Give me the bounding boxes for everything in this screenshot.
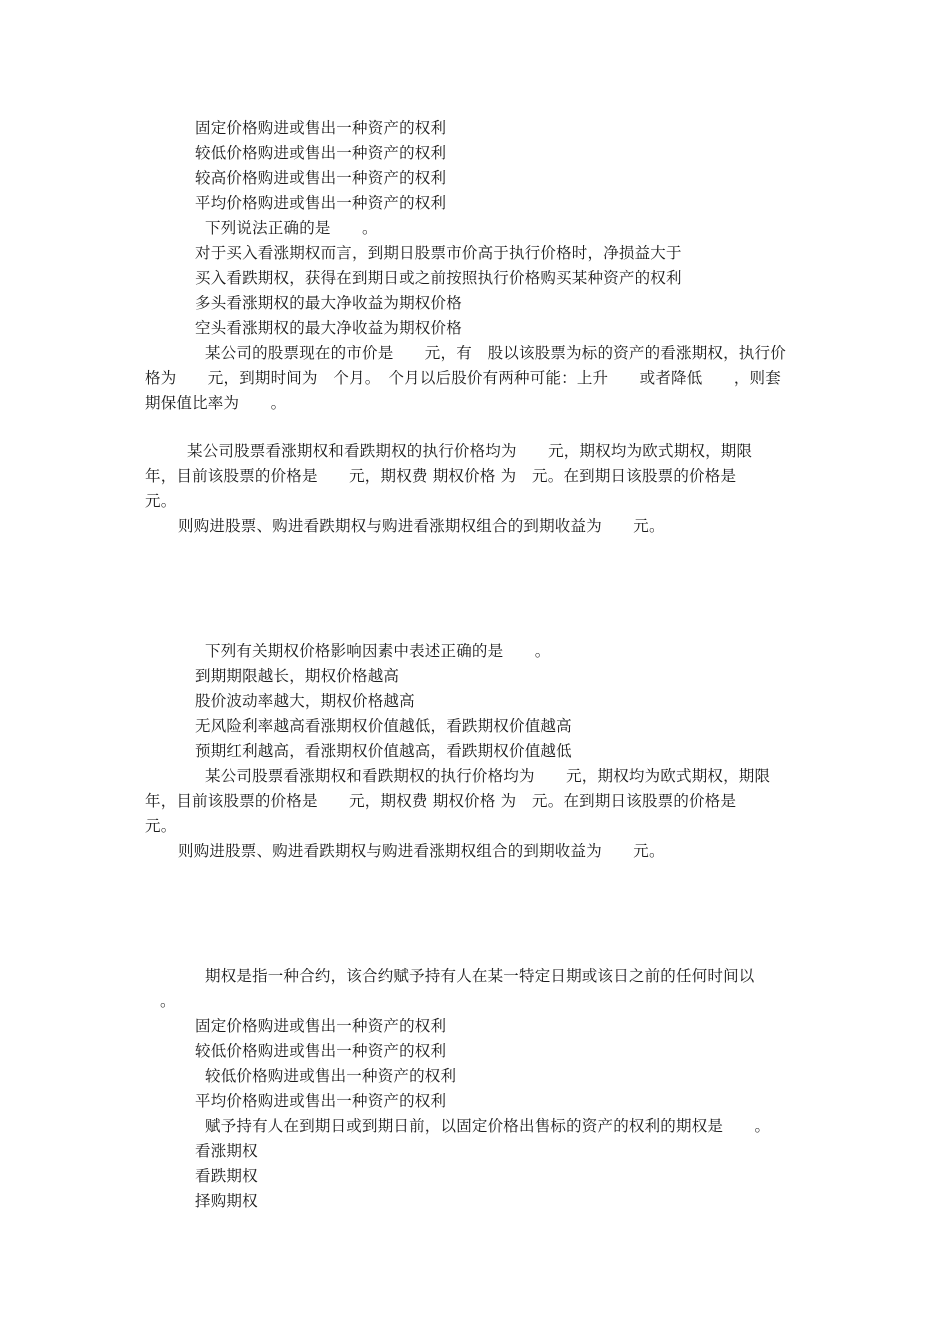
option-a: 固定价格购进或售出一种资产的权利 [195,119,447,137]
question-text: 某公司的股票现在的市价是 元，有 股以该股票为标的资产的看涨期权，执行价 [205,344,786,362]
option-a: 到期期限越长，期权价格越高 [195,667,400,685]
option-d: 预期红利越高，看涨期权价值越高，看跌期权价值越低 [195,742,572,760]
question-text-continued: 年，目前该股票的价格是 元，期权费 期权价格 为 元。在到期日该股票的价格是 [145,792,737,810]
option-b: 较低价格购进或售出一种资产的权利 [195,144,447,162]
question-text: 下列说法正确的是 。 [205,219,378,237]
option-a: 固定价格购进或售出一种资产的权利 [195,1017,447,1035]
question-text-continued: 期保值比率为 。 [145,394,287,412]
option-c: 无风险利率越高看涨期权价值越低，看跌期权价值越高 [195,717,572,735]
question-text-continued: 年，目前该股票的价格是 元，期权费 期权价格 为 元。在到期日该股票的价格是 [145,467,737,485]
question-text: 下列有关期权价格影响因素中表述正确的是 。 [205,642,551,660]
option-c: 多头看涨期权的最大净收益为期权价格 [195,294,462,312]
question-text: 某公司股票看涨期权和看跌期权的执行价格均为 元，期权均为欧式期权，期限 [205,767,771,785]
question-text: 期权是指一种合约，该合约赋予持有人在某一特定日期或该日之前的任何时间以 [205,967,755,985]
question-text-continued: 元。 [145,492,177,510]
option-b: 股价波动率越大，期权价格越高 [195,692,415,710]
option-a: 对于买入看涨期权而言，到期日股票市价高于执行价格时，净损益大于 [195,244,682,262]
option-b: 较低价格购进或售出一种资产的权利 [195,1042,447,1060]
question-text-continued: 元。 [145,817,177,835]
question-text-continued: 则购进股票、购进看跌期权与购进看涨期权组合的到期收益为 元。 [178,517,665,535]
question-text-continued: 。 [160,992,176,1010]
option-c: 择购期权 [195,1192,258,1210]
question-text: 赋予持有人在到期日或到期日前，以固定价格出售标的资产的权利的期权是 。 [205,1117,771,1135]
option-b: 买入看跌期权，获得在到期日或之前按照执行价格购买某种资产的权利 [195,269,682,287]
option-a: 看涨期权 [195,1142,258,1160]
option-b: 看跌期权 [195,1167,258,1185]
option-d: 空头看涨期权的最大净收益为期权价格 [195,319,462,337]
option-d: 平均价格购进或售出一种资产的权利 [195,194,447,212]
option-c: 较高价格购进或售出一种资产的权利 [195,169,447,187]
question-text-continued: 则购进股票、购进看跌期权与购进看涨期权组合的到期收益为 元。 [178,842,665,860]
option-d: 平均价格购进或售出一种资产的权利 [195,1092,447,1110]
question-text: 某公司股票看涨期权和看跌期权的执行价格均为 元，期权均为欧式期权，期限 [187,442,753,460]
option-c: 较低价格购进或售出一种资产的权利 [205,1067,457,1085]
question-text-continued: 格为 元，到期时间为 个月。 个月以后股价有两种可能：上升 或者降低 ，则套 [145,369,781,387]
